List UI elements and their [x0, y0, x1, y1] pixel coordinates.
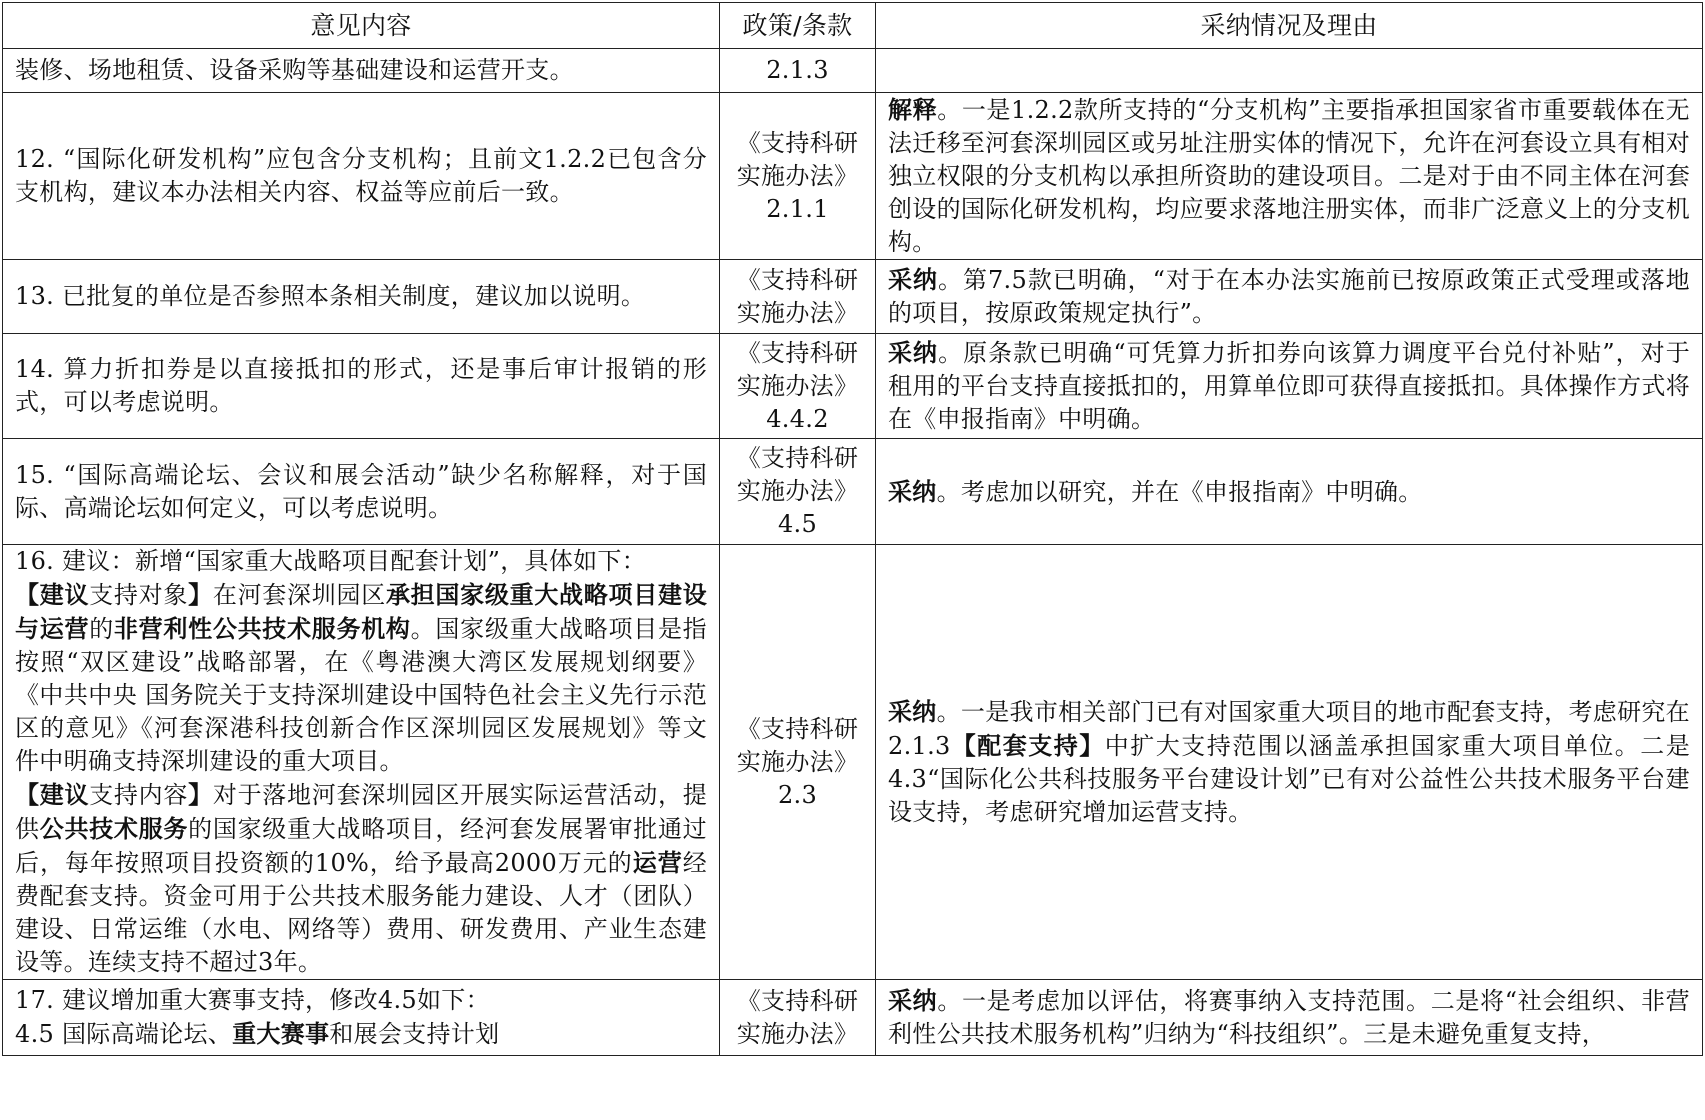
policy-cell: [720, 93, 876, 260]
policy-line: 《支持科研: [736, 128, 859, 157]
reply-cell: [876, 334, 1703, 439]
opinion-text: 在河套深圳园区: [212, 581, 386, 609]
reply-text: 。考虑加以研究，并在《申报指南》中明确。: [936, 477, 1423, 506]
opinion-cell: [3, 545, 720, 980]
policy-line: 2.1.1: [766, 194, 829, 223]
header-reply: 采纳情况及理由: [876, 3, 1703, 49]
table-row: [3, 93, 1703, 260]
policy-line: 4.4.2: [766, 404, 829, 433]
policy-line: 《支持科研: [736, 444, 859, 472]
reply-verdict: 采纳: [888, 697, 937, 726]
policy-line: 实施办法》: [736, 298, 859, 327]
opinion-bold: 重大赛事: [232, 1019, 330, 1048]
opinion-text: 支持内容: [89, 781, 189, 809]
opinion-text: 对于落地河套深圳园区开展实际运营活动，提供: [15, 781, 707, 843]
policy-cell: 2.1.3: [720, 49, 876, 93]
table-row: [3, 545, 1703, 980]
policy-line: 《支持科研: [736, 338, 859, 367]
reply-text: 。原条款已明确“可凭算力折扣券向该算力调度平台兑付补贴”，对于租用的平台支持直接抵扣的，用算单位即可获得直接抵扣。具体操作方式将在《申报指南》中明确。: [888, 339, 1690, 433]
opinion-bold: 承担国家级重大战略项目建设与运营: [15, 580, 707, 643]
header-policy: 政策/条款: [720, 3, 876, 49]
reply-text: 。一是1.2.2款所支持的“分支机构”主要指承担国家省市重要载体在无法迁移至河套深圳园区或另址注册实体的情况下，允许在河套设立具有相对独立权限的分支机构以承担所资助的建设项目。二是对于由不同主体在河套创设的国际化研发机构，均应要求落地注册实体，而非广泛意义上的分支机构。: [888, 96, 1690, 256]
policy-line: 《支持科研: [736, 986, 859, 1015]
opinion-bold: 非营利性公共技术服务机构: [113, 614, 411, 643]
reply-text: 中扩大支持范围以涵盖承担国家重大项目单位。二是4.3“国际化公共科技服务平台建设计划”已有对公益性公共技术服务平台建设支持，考虑研究增加运营支持。: [888, 732, 1690, 826]
policy-line: 实施办法》: [736, 1019, 859, 1048]
opinion-text: 经费配套支持。资金可用于公共技术服务能力建设、人才（团队）建设、日常运维（水电、网络等）费用、研发费用、产业生态建设等。连续支持不超过3年。: [15, 849, 707, 976]
opinion-text: 和展会支持计划: [329, 1020, 500, 1048]
reply-verdict: 采纳: [888, 476, 937, 506]
policy-cell: [720, 260, 876, 334]
table-row: [3, 334, 1703, 439]
table-row: [3, 980, 1703, 1056]
policy-line: 实施办法》: [736, 747, 859, 776]
opinion-text: 。国家级重大战略项目是指按照“双区建设”战略部署，在《粤港澳大湾区发展规划纲要》《中共中央 国务院关于支持深圳建设中国特色社会主义先行示范区的意见》《河套深港科技创新合作区深圳园区发展规划》等文件中明确支持深圳建设的重大项目。: [15, 615, 707, 775]
opinion-paragraph: 17. 建议增加重大赛事支持，修改4.5如下：: [15, 986, 490, 1014]
opinion-cell: 15. “国际高端论坛、会议和展会活动”缺少名称解释，对于国际、高端论坛如何定义，可以考虑说明。: [3, 439, 720, 545]
opinion-cell: 12. “国际化研发机构”应包含分支机构；且前文1.2.2已包含分支机构，建议本办法相关内容、权益等应前后一致。: [3, 93, 720, 260]
reply-verdict: 采纳: [888, 338, 939, 367]
header-opinion: 意见内容: [3, 3, 720, 49]
reply-text: 。第7.5款已明确，“对于在本办法实施前已按原政策正式受理或落地的项目，按原政策规定执行”。: [888, 266, 1690, 327]
table-row: [3, 260, 1703, 334]
reply-cell: [876, 545, 1703, 980]
reply-verdict: 解释: [888, 95, 938, 124]
opinion-text: 16. 建议：新增“国家重大战略项目配套计划”，具体如下：: [15, 547, 647, 575]
opinion-paragraph: [15, 545, 707, 578]
policy-cell: [720, 545, 876, 980]
reply-verdict: 采纳: [888, 986, 938, 1015]
policy-line: 实施办法》: [736, 371, 859, 400]
policy-line: 2.3: [777, 780, 818, 809]
policy-line: 实施办法》: [736, 477, 859, 505]
reply-cell: [876, 260, 1703, 334]
reply-cell: [876, 439, 1703, 545]
opinion-bold: 】: [188, 780, 213, 809]
opinion-cell: 13. 已批复的单位是否参照本条相关制度，建议加以说明。: [3, 260, 720, 334]
opinion-bold: 公共技术服务: [39, 814, 189, 843]
opinion-bold: 】: [188, 580, 213, 609]
opinion-bold: 【建议: [15, 780, 90, 809]
opinion-text: 支持对象: [89, 581, 189, 609]
opinion-text: 4.5 国际高端论坛、: [15, 1020, 233, 1048]
opinion-paragraph: [15, 778, 707, 979]
reply-cell: [876, 49, 1703, 93]
reply-cell: [876, 980, 1703, 1056]
table-row: [3, 49, 1703, 93]
opinion-cell: 装修、场地租赁、设备采购等基础建设和运营开支。: [3, 49, 720, 93]
opinion-table: [2, 2, 1703, 1056]
opinion-text: 的国家级重大战略项目，经河套发展署审批通过后，每年按照项目投资额的10%，给予最高2000万元的: [15, 815, 707, 877]
policy-cell: [720, 980, 876, 1056]
policy-line: 《支持科研: [736, 265, 859, 294]
reply-bold: 【配套支持】: [950, 731, 1105, 760]
table-header-row: [3, 3, 1703, 49]
reply-cell: [876, 93, 1703, 260]
opinion-cell: [3, 980, 720, 1056]
policy-cell: [720, 439, 876, 545]
reply-text: 。一是我市相关部门已有对国家重大项目的地市配套支持，考虑研究在2.1.3: [888, 698, 1690, 760]
policy-cell: [720, 334, 876, 439]
reply-verdict: 采纳: [888, 265, 938, 294]
table-row: [3, 439, 1703, 545]
policy-line: 实施办法》: [736, 161, 859, 190]
policy-line: 《支持科研: [736, 714, 859, 743]
opinion-bold: 运营: [632, 848, 683, 877]
opinion-cell: 14. 算力折扣券是以直接抵扣的形式，还是事后审计报销的形式，可以考虑说明。: [3, 334, 720, 439]
opinion-text: 的: [89, 615, 114, 643]
reply-text: 。一是考虑加以评估，将赛事纳入支持范围。二是将“社会组织、非营利性公共技术服务机构”归纳为“科技组织”。三是未避免重复支持，: [888, 987, 1690, 1048]
opinion-paragraph: [15, 1017, 707, 1051]
policy-line: 4.5: [777, 510, 818, 538]
opinion-paragraph: [15, 578, 707, 778]
opinion-bold: 【建议: [15, 580, 90, 609]
